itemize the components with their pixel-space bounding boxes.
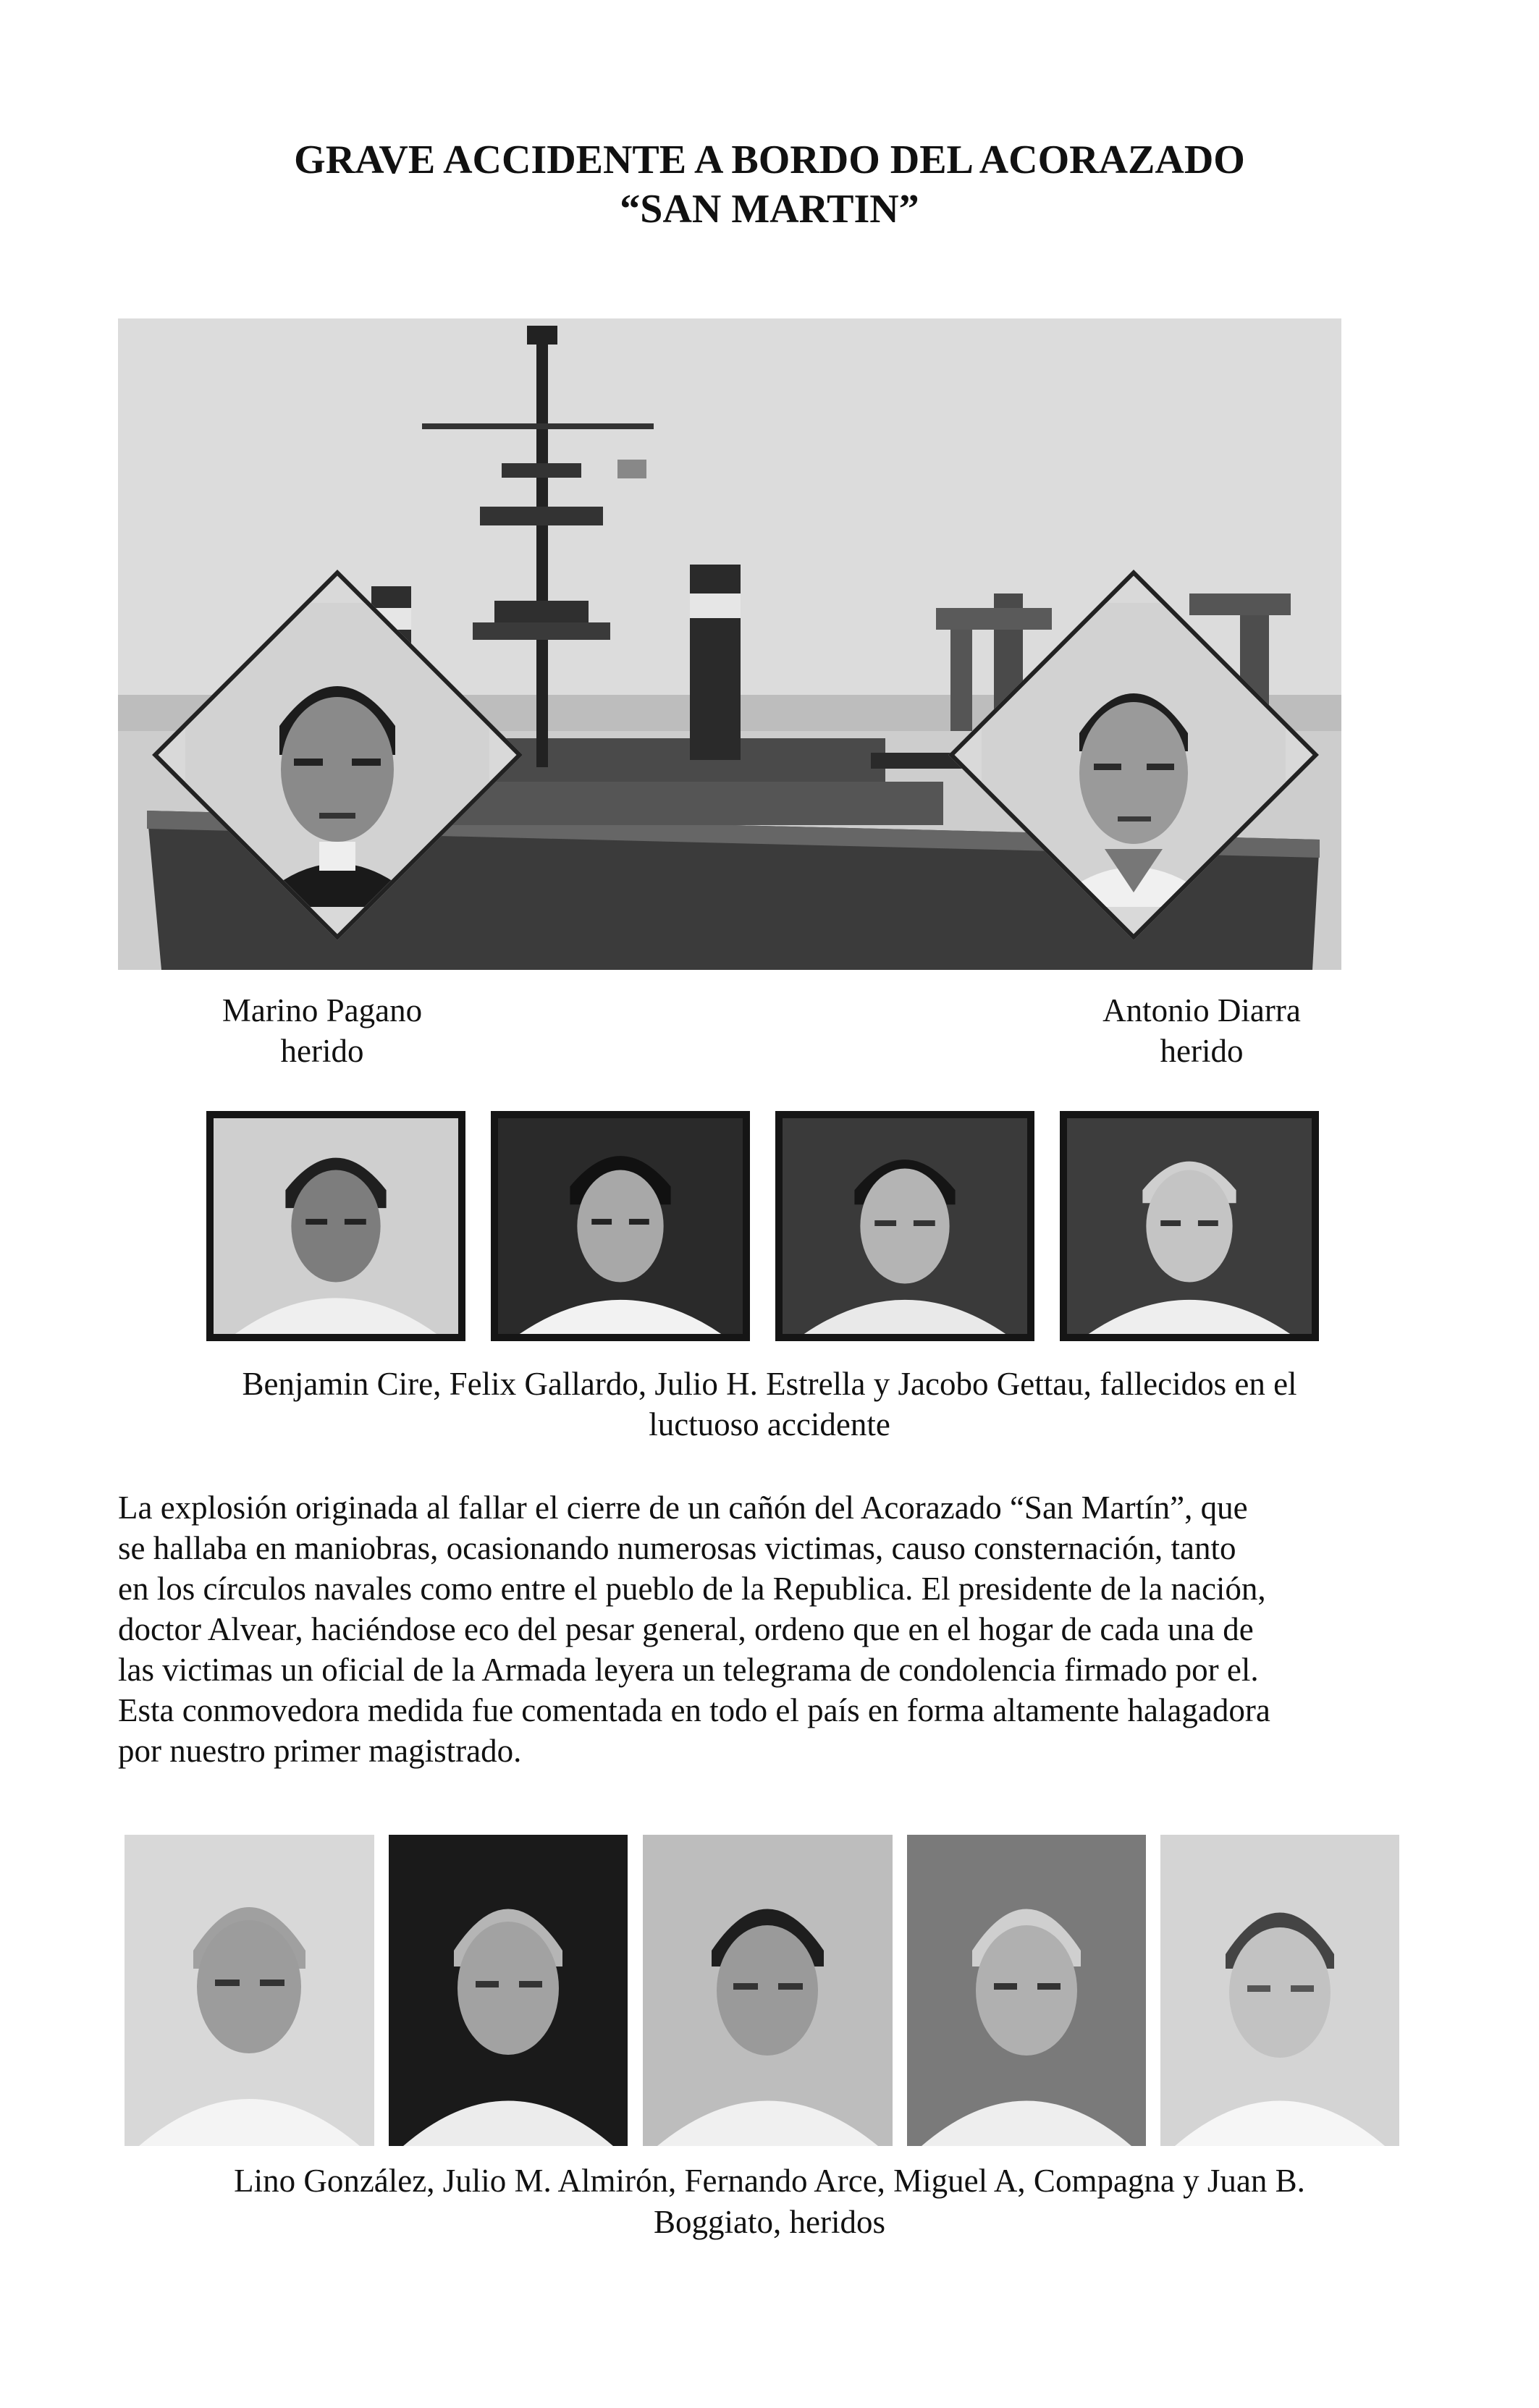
portrait-injured <box>125 1835 374 2146</box>
portrait-deceased <box>775 1111 1034 1341</box>
page-title-line-1: GRAVE ACCIDENTE A BORDO DEL ACORAZADO <box>294 138 1245 182</box>
injured-caption-line-1: Lino González, Julio M. Almirón, Fernando Arce, Miguel A, Compagna y Juan B. <box>234 2163 1305 2199</box>
article-line: en los círculos navales como entre el pueblo de la Republica. El presidente de la nación, <box>118 1571 1266 1607</box>
portrait-deceased <box>206 1111 465 1341</box>
article-line: doctor Alvear, haciéndose eco del pesar general, ordeno que en el hogar de cada una de <box>118 1611 1254 1647</box>
caption-right-name: Antonio Diarra <box>1102 992 1301 1028</box>
page-title-line-2: “SAN MARTIN” <box>620 187 919 232</box>
portrait-deceased <box>491 1111 750 1341</box>
deceased-caption-line-1: Benjamin Cire, Felix Gallardo, Julio H. Estrella y Jacobo Gettau, fallecidos en el <box>242 1366 1297 1402</box>
caption-right-status: herido <box>1160 1033 1244 1069</box>
article-line: Esta conmovedora medida fue comentada en todo el país en forma altamente halagadora <box>118 1692 1270 1728</box>
article-paragraph <box>118 1487 1421 1771</box>
injured-caption-line-2: Boggiato, heridos <box>654 2204 885 2240</box>
portrait-injured <box>1160 1835 1399 2146</box>
article-line: por nuestro primer magistrado. <box>118 1733 522 1769</box>
article-line: las victimas un oficial de la Armada leyera un telegrama de condolencia firmado por el. <box>118 1652 1259 1688</box>
deceased-caption-line-2: luctuoso accidente <box>649 1406 890 1442</box>
article-line: La explosión originada al fallar el cierre de un cañón del Acorazado “San Martín”, que <box>118 1490 1248 1526</box>
caption-left-status: herido <box>280 1033 364 1069</box>
article-line: se hallaba en maniobras, ocasionando numerosas victimas, causo consternación, tanto <box>118 1530 1236 1566</box>
portrait-injured <box>907 1835 1146 2146</box>
portrait-injured <box>643 1835 893 2146</box>
caption-left-name: Marino Pagano <box>222 992 423 1028</box>
portrait-injured <box>389 1835 628 2146</box>
portrait-deceased <box>1060 1111 1319 1341</box>
